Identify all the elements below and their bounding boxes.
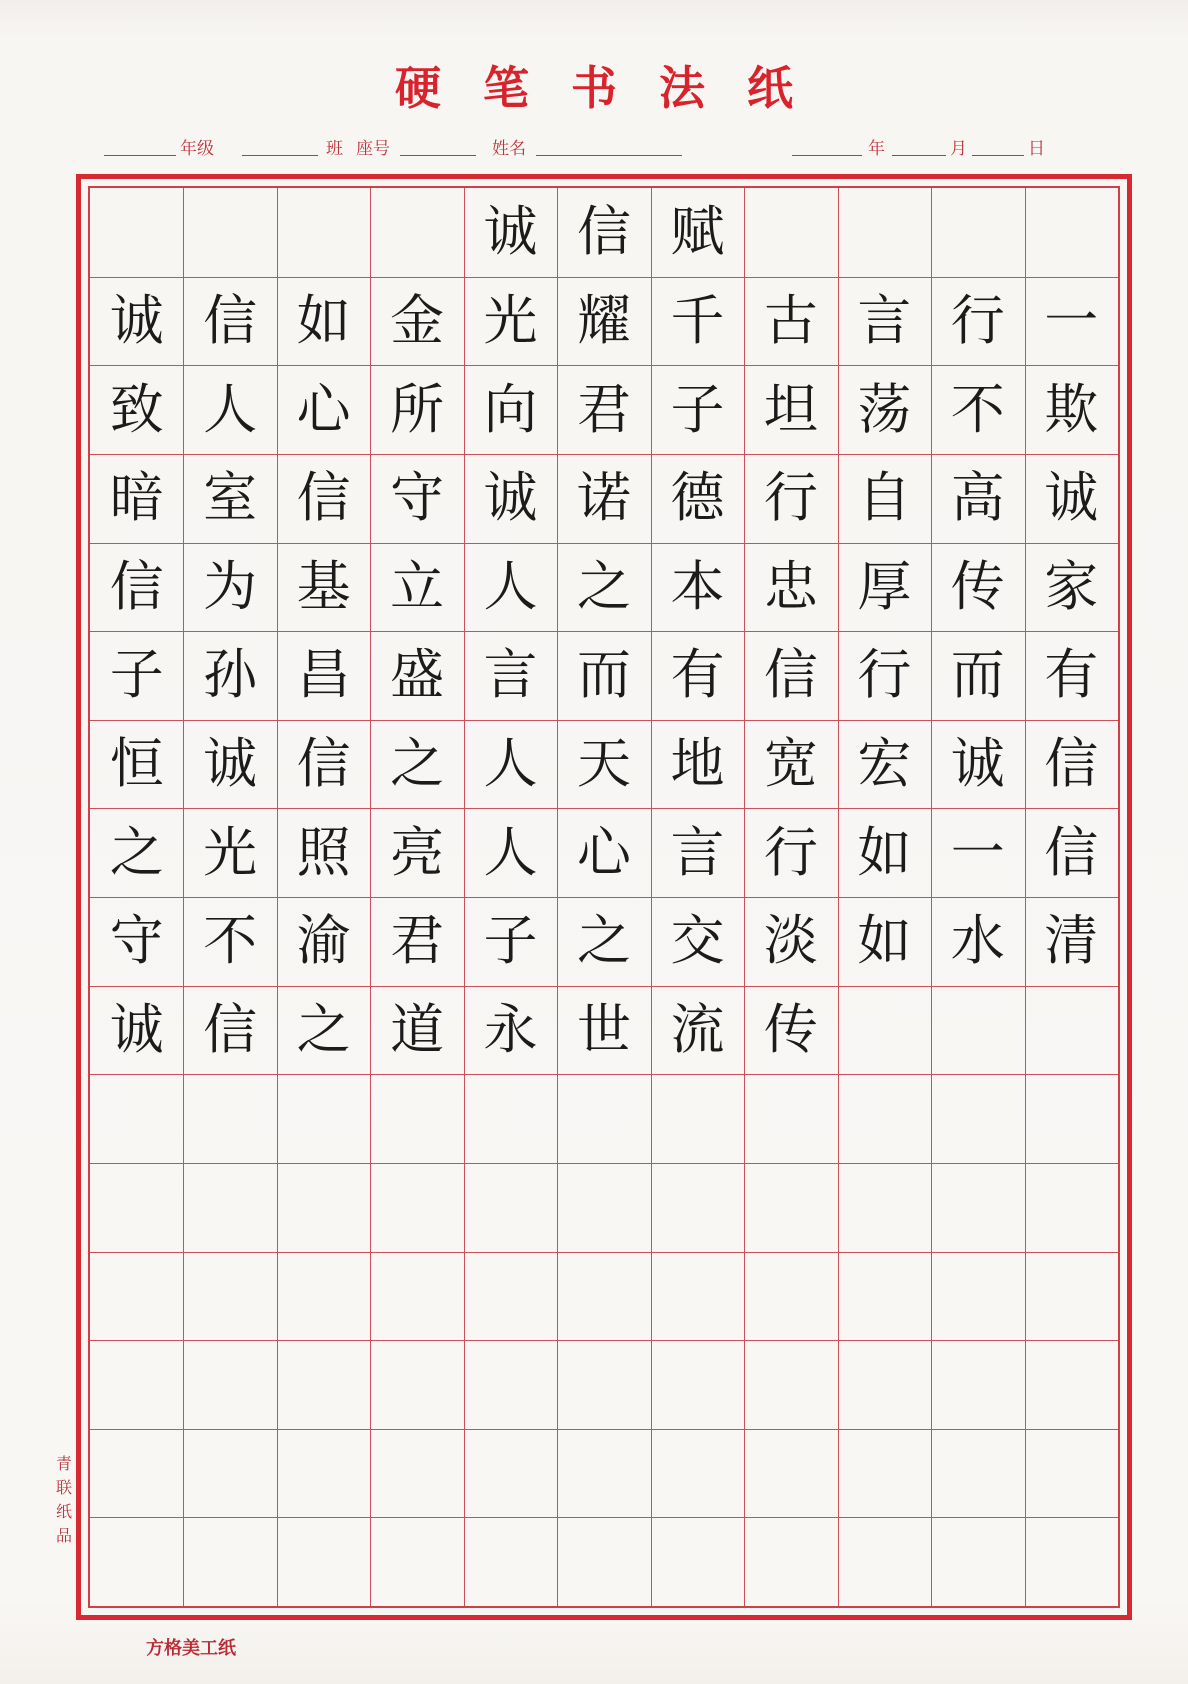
title-cell[interactable]: [744, 188, 837, 277]
grid-cell[interactable]: [183, 1252, 276, 1341]
grid-cell[interactable]: 心: [296, 377, 351, 441]
grid-cell[interactable]: [931, 1429, 1024, 1518]
grid-cell[interactable]: 传: [763, 997, 818, 1061]
grid-cell[interactable]: [277, 1163, 370, 1252]
grid-cell[interactable]: 传: [950, 554, 1005, 618]
grid-cell[interactable]: 宽: [763, 732, 818, 796]
grid-cell[interactable]: 诚: [109, 997, 164, 1061]
day-blank[interactable]: [972, 155, 1024, 156]
grid-cell[interactable]: 渝: [296, 909, 351, 973]
grid-cell[interactable]: 之: [576, 909, 631, 973]
grid-cell[interactable]: [277, 1517, 370, 1606]
grid-cell[interactable]: [1025, 1163, 1118, 1252]
grid-cell[interactable]: 天: [576, 732, 631, 796]
grid-cell[interactable]: 之: [296, 997, 351, 1061]
grid-cell[interactable]: [464, 1340, 557, 1429]
grid-cell[interactable]: [838, 1163, 931, 1252]
grid-cell[interactable]: 行: [763, 820, 818, 884]
grid-cell[interactable]: 信: [203, 288, 258, 352]
grid-cell[interactable]: 如: [296, 288, 351, 352]
grid-cell[interactable]: [1025, 1074, 1118, 1163]
grid-cell[interactable]: [183, 1517, 276, 1606]
grid-cell[interactable]: 信: [109, 554, 164, 618]
grid-cell[interactable]: [277, 1340, 370, 1429]
grid-cell[interactable]: 信: [296, 466, 351, 530]
grid-cell[interactable]: [370, 1074, 463, 1163]
grid-cell[interactable]: 有: [1044, 643, 1099, 707]
grid-cell[interactable]: [838, 986, 931, 1075]
grid-cell[interactable]: [651, 1163, 744, 1252]
grid-cell[interactable]: [838, 1252, 931, 1341]
grid-cell[interactable]: 自: [857, 466, 912, 530]
grid-cell[interactable]: 行: [857, 643, 912, 707]
grid-cell[interactable]: [464, 1252, 557, 1341]
grid-cell[interactable]: [838, 1340, 931, 1429]
grid-cell[interactable]: [651, 1429, 744, 1518]
grid-cell[interactable]: [464, 1163, 557, 1252]
grid-cell[interactable]: 言: [483, 643, 538, 707]
grid-cell[interactable]: 清: [1044, 909, 1099, 973]
seat-label: 座号: [356, 139, 390, 159]
grid-cell[interactable]: [1025, 1517, 1118, 1606]
grid-cell[interactable]: 而: [576, 643, 631, 707]
grid-cell[interactable]: [1025, 1340, 1118, 1429]
grid-cell[interactable]: [557, 1252, 650, 1341]
grid-cell[interactable]: [1025, 986, 1118, 1075]
grid-cell[interactable]: [744, 1252, 837, 1341]
grid-cell[interactable]: 行: [950, 288, 1005, 352]
grade-blank[interactable]: [104, 155, 176, 156]
grid-cell[interactable]: [838, 1074, 931, 1163]
grid-cell[interactable]: 诚: [1044, 466, 1099, 530]
grid-cell[interactable]: 古: [763, 288, 818, 352]
grid-cell[interactable]: [90, 1340, 183, 1429]
grid-cell[interactable]: 厚: [857, 554, 912, 618]
grid-cell[interactable]: [651, 1517, 744, 1606]
grid-cell[interactable]: 心: [576, 820, 631, 884]
grid-cell[interactable]: [931, 1074, 1024, 1163]
grid-cell[interactable]: 不: [203, 909, 258, 973]
grid-cell[interactable]: 信: [1044, 820, 1099, 884]
title-cell[interactable]: [90, 188, 183, 277]
grid-cell[interactable]: 一: [1044, 288, 1099, 352]
grid-cell[interactable]: 一: [950, 820, 1005, 884]
grid-cell[interactable]: [90, 1074, 183, 1163]
grid-cell[interactable]: [277, 1429, 370, 1518]
grid-cell[interactable]: 德: [670, 466, 725, 530]
grid-cell[interactable]: 言: [857, 288, 912, 352]
footer-label: 方格美工纸: [146, 1638, 236, 1659]
grid-cell[interactable]: [464, 1429, 557, 1518]
title-cell[interactable]: [183, 188, 276, 277]
title-cell[interactable]: [931, 188, 1024, 277]
grid-cell[interactable]: [90, 1429, 183, 1518]
grid-cell[interactable]: 恒: [109, 732, 164, 796]
grid-cell[interactable]: 之: [390, 732, 445, 796]
grid-cell[interactable]: 世: [576, 997, 631, 1061]
grid-cell[interactable]: [183, 1163, 276, 1252]
grid-cell[interactable]: 耀: [576, 288, 631, 352]
grid-cell[interactable]: 昌: [296, 643, 351, 707]
grid-cell[interactable]: 淡: [763, 909, 818, 973]
grid-cell[interactable]: 家: [1044, 554, 1099, 618]
year-blank[interactable]: [792, 155, 862, 156]
grid-cell[interactable]: [183, 1340, 276, 1429]
grid-cell[interactable]: 人: [203, 377, 258, 441]
title-cell[interactable]: [370, 188, 463, 277]
grid-cell[interactable]: 欺: [1044, 377, 1099, 441]
grid-cell[interactable]: 金: [390, 288, 445, 352]
grid-cell[interactable]: 诚: [483, 466, 538, 530]
grid-cell[interactable]: 坦: [763, 377, 818, 441]
grid-cell[interactable]: [931, 1517, 1024, 1606]
grid-cell[interactable]: 交: [670, 909, 725, 973]
grid-cell[interactable]: 诚: [950, 732, 1005, 796]
grid-cell[interactable]: 人: [483, 820, 538, 884]
grid-cell[interactable]: 永: [483, 997, 538, 1061]
class-label: 班: [326, 139, 343, 159]
grid-cell[interactable]: 守: [390, 466, 445, 530]
grid-cell[interactable]: 本: [670, 554, 725, 618]
grid-cell[interactable]: 室: [203, 466, 258, 530]
grid-cell[interactable]: 子: [483, 909, 538, 973]
grid-cell[interactable]: 行: [763, 466, 818, 530]
month-label: 月: [950, 139, 967, 159]
grid-cell[interactable]: 光: [483, 288, 538, 352]
grid-cell[interactable]: [370, 1163, 463, 1252]
grid-cell[interactable]: 致: [109, 377, 164, 441]
grid-cell[interactable]: [651, 1340, 744, 1429]
grid-cell[interactable]: [744, 1340, 837, 1429]
grid-cell[interactable]: [931, 1340, 1024, 1429]
grid-cell[interactable]: 道: [390, 997, 445, 1061]
grid-cell[interactable]: [183, 1074, 276, 1163]
grid-cell[interactable]: 信: [1044, 732, 1099, 796]
grid-cell[interactable]: 而: [950, 643, 1005, 707]
grid-cell[interactable]: 孙: [203, 643, 258, 707]
grid-cell[interactable]: 流: [670, 997, 725, 1061]
grid-cell[interactable]: [557, 1340, 650, 1429]
title-cell[interactable]: [1025, 188, 1118, 277]
grid-cell[interactable]: [744, 1429, 837, 1518]
grid-cell[interactable]: [370, 1429, 463, 1518]
year-label: 年: [868, 139, 885, 159]
grid-cell[interactable]: [931, 986, 1024, 1075]
grid-cell[interactable]: 君: [576, 377, 631, 441]
title-cell[interactable]: [277, 188, 370, 277]
class-blank[interactable]: [242, 155, 318, 156]
grid-cell[interactable]: [744, 1074, 837, 1163]
grid-cell[interactable]: 子: [670, 377, 725, 441]
grid-cell[interactable]: 人: [483, 554, 538, 618]
grid-cell[interactable]: [557, 1517, 650, 1606]
grid-cell[interactable]: 之: [576, 554, 631, 618]
grid-cell[interactable]: [370, 1252, 463, 1341]
grid-cell[interactable]: 千: [670, 288, 725, 352]
grid-cell[interactable]: 人: [483, 732, 538, 796]
title-cell[interactable]: 诚: [483, 200, 538, 264]
grid-cell[interactable]: 不: [950, 377, 1005, 441]
grid-cell[interactable]: [744, 1163, 837, 1252]
seat-blank[interactable]: [400, 155, 476, 156]
grid-cell[interactable]: 诺: [576, 466, 631, 530]
grid-cell[interactable]: 有: [670, 643, 725, 707]
grid-cell[interactable]: 子: [109, 643, 164, 707]
grid-cell[interactable]: 守: [109, 909, 164, 973]
month-blank[interactable]: [892, 155, 946, 156]
grid-cell[interactable]: [931, 1163, 1024, 1252]
grid-cell[interactable]: [651, 1252, 744, 1341]
grid-cell[interactable]: [557, 1429, 650, 1518]
grid-cell[interactable]: 水: [950, 909, 1005, 973]
grid-cell[interactable]: [838, 1429, 931, 1518]
grid-cell[interactable]: [90, 1517, 183, 1606]
name-label: 姓名: [492, 139, 526, 159]
grid-cell[interactable]: 荡: [857, 377, 912, 441]
grid-cell[interactable]: 言: [670, 820, 725, 884]
grid-cell[interactable]: 立: [390, 554, 445, 618]
grid-cell[interactable]: 基: [296, 554, 351, 618]
grid-cell[interactable]: 暗: [109, 466, 164, 530]
writing-grid: [90, 188, 1118, 1606]
grid-cell[interactable]: [90, 1163, 183, 1252]
grid-cell[interactable]: 亮: [390, 820, 445, 884]
grid-cell[interactable]: [464, 1074, 557, 1163]
grid-cell[interactable]: [651, 1074, 744, 1163]
grid-cell[interactable]: [464, 1517, 557, 1606]
grid-cell[interactable]: 宏: [857, 732, 912, 796]
grid-cell[interactable]: [1025, 1429, 1118, 1518]
grid-cell[interactable]: [370, 1340, 463, 1429]
grid-cell[interactable]: [277, 1074, 370, 1163]
grid-cell[interactable]: [557, 1074, 650, 1163]
grid-cell[interactable]: [277, 1252, 370, 1341]
grid-cell[interactable]: 地: [670, 732, 725, 796]
grid-cell[interactable]: 君: [390, 909, 445, 973]
name-blank[interactable]: [536, 155, 682, 156]
grid-cell[interactable]: [931, 1252, 1024, 1341]
grid-cell[interactable]: 照: [296, 820, 351, 884]
grid-cell[interactable]: 诚: [109, 288, 164, 352]
side-brand: 青联纸品: [55, 1454, 72, 1545]
day-label: 日: [1028, 139, 1045, 159]
page-title: 硬笔书法纸: [395, 61, 835, 115]
grid-cell[interactable]: [744, 1517, 837, 1606]
grid-cell[interactable]: 光: [203, 820, 258, 884]
grid-cell[interactable]: [370, 1517, 463, 1606]
grade-label: 年级: [180, 139, 214, 159]
grid-cell[interactable]: 所: [390, 377, 445, 441]
grid-cell[interactable]: 信: [763, 643, 818, 707]
grid-cell[interactable]: [557, 1163, 650, 1252]
title-cell[interactable]: 信: [576, 200, 631, 264]
grid-cell[interactable]: 信: [203, 997, 258, 1061]
grid-cell[interactable]: 盛: [390, 643, 445, 707]
grid-cell[interactable]: [90, 1252, 183, 1341]
grid-cell[interactable]: 信: [296, 732, 351, 796]
grid-cell[interactable]: 如: [857, 820, 912, 884]
grid-cell[interactable]: 诚: [203, 732, 258, 796]
grid-cell[interactable]: 为: [203, 554, 258, 618]
grid-cell[interactable]: [183, 1429, 276, 1518]
grid-cell[interactable]: 之: [109, 820, 164, 884]
grid-cell[interactable]: 忠: [763, 554, 818, 618]
grid-cell[interactable]: [838, 1517, 931, 1606]
grid-cell[interactable]: 高: [950, 466, 1005, 530]
grid-cell[interactable]: 如: [857, 909, 912, 973]
grid-cell[interactable]: 向: [483, 377, 538, 441]
grid-cell[interactable]: [1025, 1252, 1118, 1341]
title-cell[interactable]: 赋: [670, 200, 725, 264]
title-cell[interactable]: [838, 188, 931, 277]
